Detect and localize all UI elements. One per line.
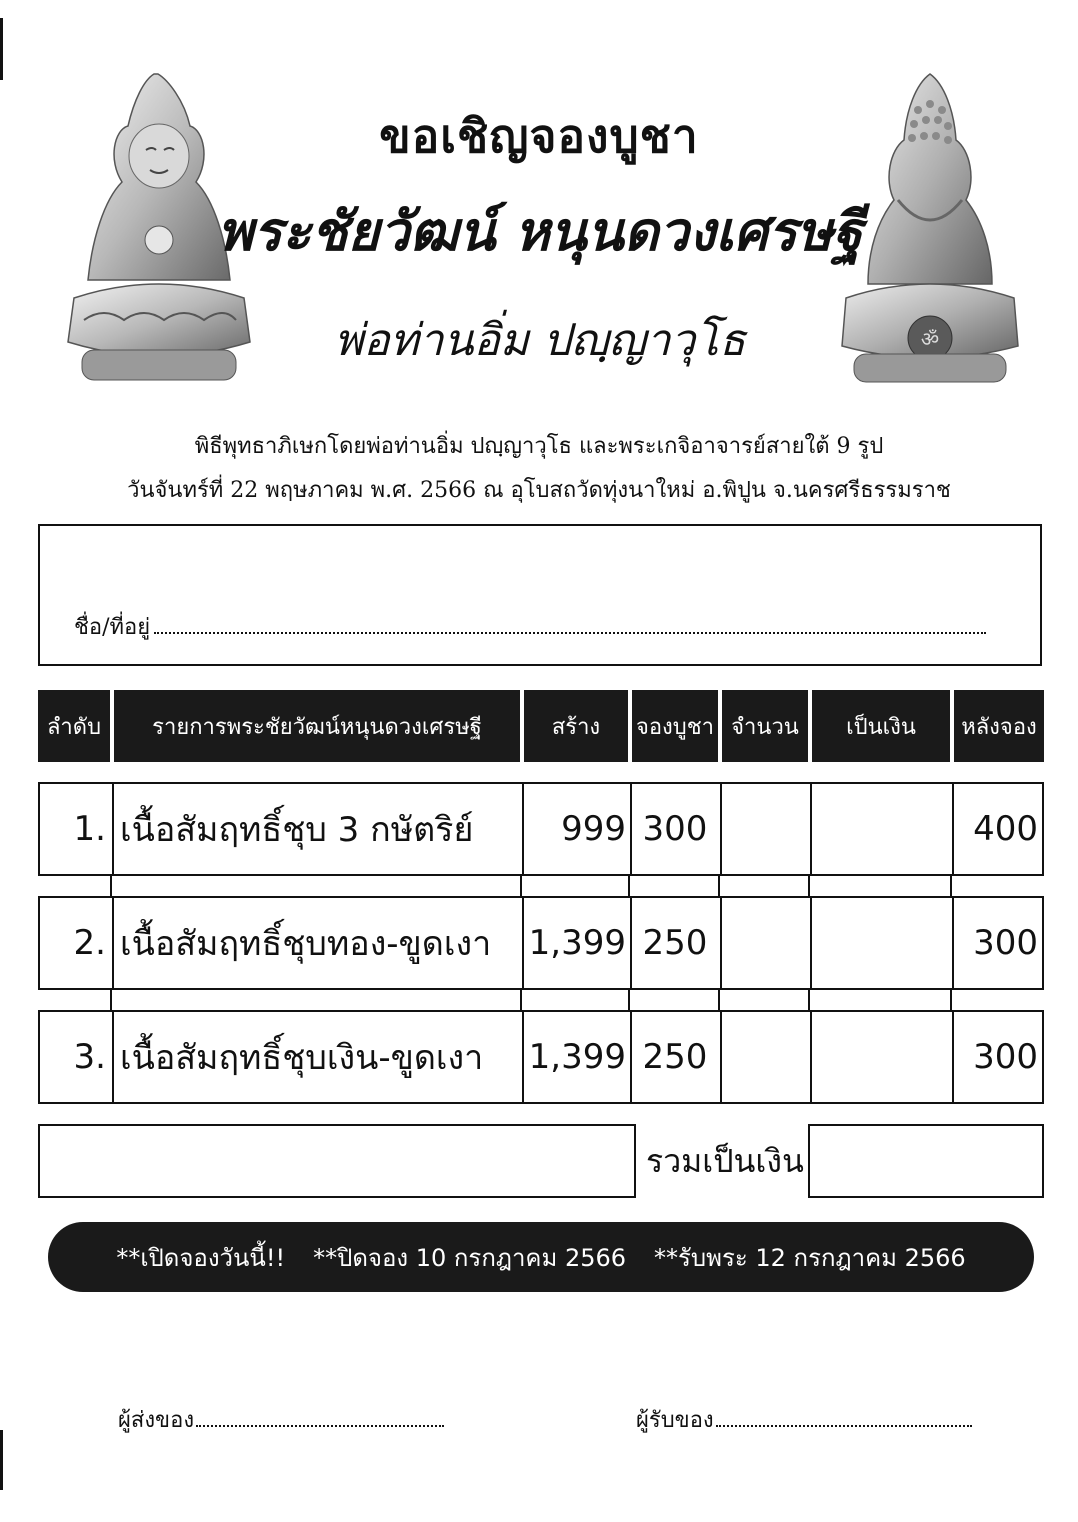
invitation-title: ขอเชิญจองบูชา xyxy=(379,109,699,163)
row-after: 400 xyxy=(973,809,1038,849)
row-price: 300 xyxy=(642,809,708,849)
row-item: เนื้อสัมฤทธิ์ชุบ 3 กษัตริย์ xyxy=(120,810,474,850)
svg-text:ॐ: ॐ xyxy=(920,327,940,351)
row-made: 999 xyxy=(561,809,626,849)
row-divider xyxy=(38,990,1044,1012)
row-amount[interactable] xyxy=(812,784,952,874)
row-made: 1,399 xyxy=(528,923,626,963)
ceremony-line-1: พิธีพุทธาภิเษกโดยพ่อท่านอิ่ม ปญฺญาวุโธ และพระเกจิอาจารย์สายใต้ 9 รูป xyxy=(194,434,884,459)
header-made: สร้าง xyxy=(524,690,628,762)
crop-mark-top xyxy=(0,18,3,80)
total-label: รวมเป็นเงิน xyxy=(646,1142,804,1180)
monk-name-title: พ่อท่านอิ่ม ปญฺญาวุโธ xyxy=(334,315,746,366)
row-price: 250 xyxy=(642,923,708,963)
name-address-label: ชื่อ/ที่อยู่ xyxy=(74,615,151,640)
amulet-name-title: พระชัยวัฒน์ หนุนดวงเศรษฐี xyxy=(217,200,863,263)
row-qty[interactable] xyxy=(722,784,810,874)
table-row xyxy=(38,1010,1044,1104)
header-price: จองบูชา xyxy=(632,690,718,762)
banner-open: **เปิดจองวันนี้!! xyxy=(116,1243,286,1272)
row-no: 3. xyxy=(73,1037,106,1077)
row-qty[interactable] xyxy=(722,898,810,988)
row-after: 300 xyxy=(973,923,1038,963)
name-address-dotted-line[interactable] xyxy=(154,614,986,634)
receiver-label: ผู้รับของ xyxy=(636,1408,714,1433)
row-item: เนื้อสัมฤทธิ์ชุบทอง-ขูดเงา xyxy=(120,924,492,964)
row-no: 1. xyxy=(73,809,106,849)
receiver-dotted-line[interactable] xyxy=(716,1409,972,1427)
header-after: หลังจอง xyxy=(954,690,1044,762)
name-address-box[interactable] xyxy=(38,524,1042,666)
table-row xyxy=(38,896,1044,990)
ceremony-line-2: วันจันทร์ที่ 22 พฤษภาคม พ.ศ. 2566 ณ อุโบสถวัดทุ่งนาใหม่ อ.พิปูน จ.นครศรีธรรมราช xyxy=(127,478,951,503)
row-price: 250 xyxy=(642,1037,708,1077)
table-row xyxy=(38,782,1044,876)
sender-label: ผู้ส่งของ xyxy=(118,1408,195,1433)
row-made: 1,399 xyxy=(528,1037,626,1077)
receiver-signature[interactable] xyxy=(636,1402,972,1437)
total-note-box[interactable] xyxy=(38,1124,636,1198)
row-qty[interactable] xyxy=(722,1012,810,1102)
header-item: รายการพระชัยวัฒน์หนุนดวงเศรษฐี xyxy=(114,690,520,762)
header-amount: เป็นเงิน xyxy=(812,690,950,762)
row-after: 300 xyxy=(973,1037,1038,1077)
header-qty: จำนวน xyxy=(722,690,808,762)
crop-mark-bottom xyxy=(0,1430,3,1490)
banner-receive: **รับพระ 12 กรกฎาคม 2566 xyxy=(654,1243,966,1272)
row-divider xyxy=(38,876,1044,898)
sender-signature[interactable] xyxy=(118,1402,444,1437)
row-amount[interactable] xyxy=(812,1012,952,1102)
booking-dates-banner xyxy=(48,1222,1034,1292)
name-address-field[interactable] xyxy=(74,609,986,644)
total-amount-box[interactable] xyxy=(808,1124,1044,1198)
row-no: 2. xyxy=(73,923,106,963)
row-item: เนื้อสัมฤทธิ์ชุบเงิน-ขูดเงา xyxy=(120,1038,484,1078)
sender-dotted-line[interactable] xyxy=(196,1409,444,1427)
header-no: ลำดับ xyxy=(38,690,110,762)
banner-close: **ปิดจอง 10 กรกฎาคม 2566 xyxy=(313,1243,627,1272)
row-amount[interactable] xyxy=(812,898,952,988)
